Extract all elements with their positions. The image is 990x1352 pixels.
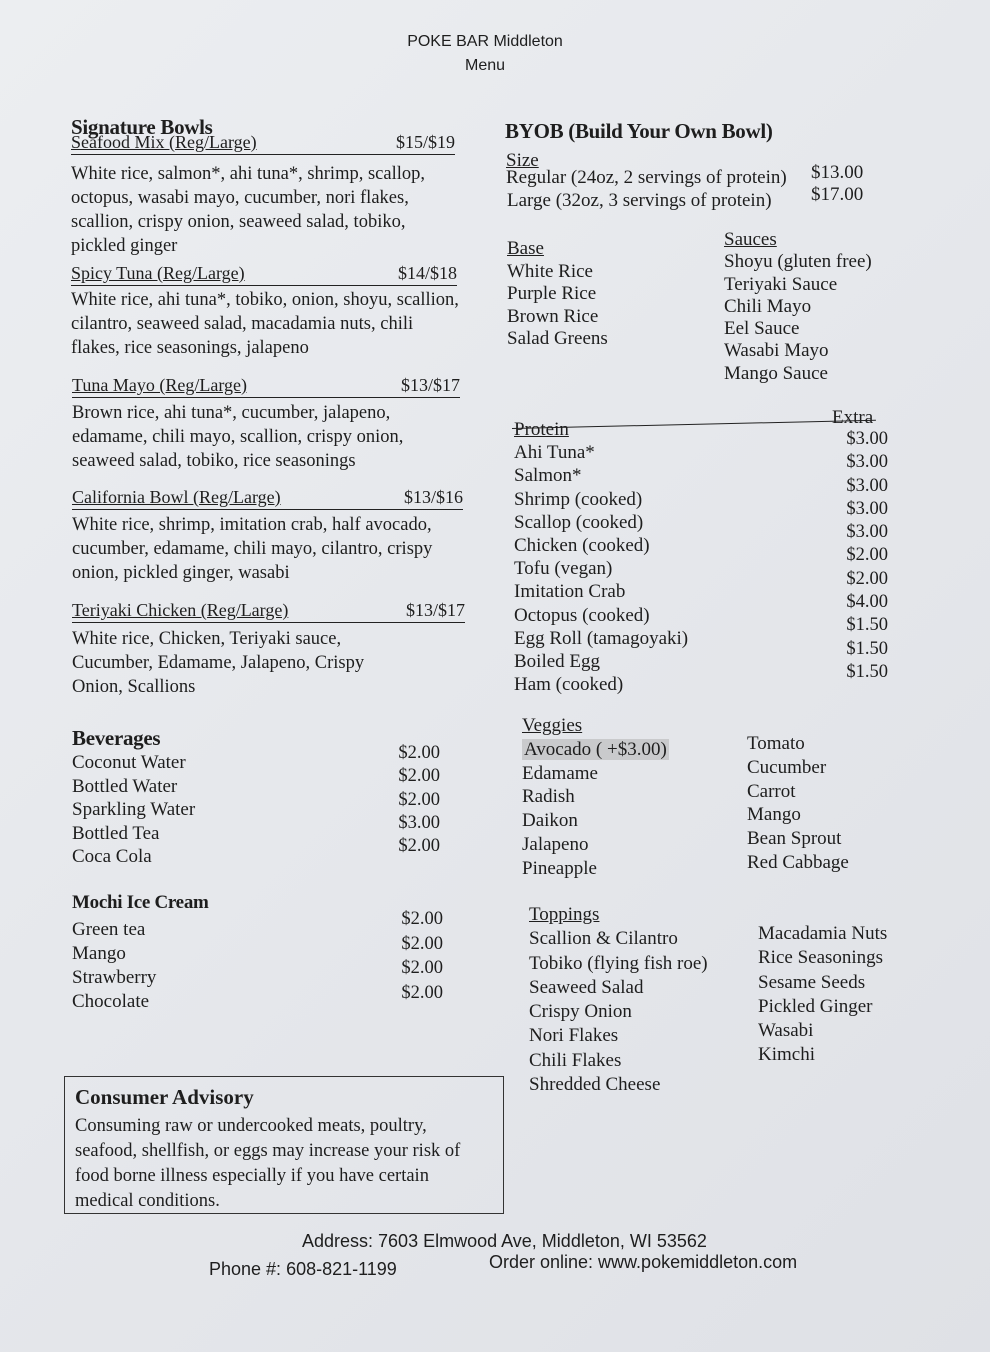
- bowl-price: $14/$18: [397, 263, 457, 283]
- veggie-item: Edamame: [522, 762, 598, 784]
- sauce-item: Teriyaki Sauce: [724, 273, 838, 295]
- bowl-price: $13/$17: [405, 600, 465, 620]
- veggie-item: Radish: [522, 786, 575, 808]
- topping-item: Shredded Cheese: [529, 1074, 661, 1096]
- base-item: Brown Rice: [507, 305, 599, 327]
- bowl-header-spicy-tuna: [71, 263, 457, 286]
- protein-price: $3.00: [846, 498, 888, 519]
- phone-text: Phone #: 608-821-1199: [209, 1259, 397, 1279]
- topping-item: Pickled Ginger: [758, 995, 873, 1017]
- mochi-price: $2.00: [401, 982, 443, 1003]
- signature-bowls-title: Signature Bowls: [71, 115, 213, 139]
- protein-prices: [818, 428, 888, 684]
- protein-price: $1.50: [846, 638, 888, 659]
- topping-item: Rice Seasonings: [758, 947, 884, 969]
- sauce-item: Shoyu (gluten free): [724, 251, 872, 273]
- toppings-list-right: [758, 922, 887, 1068]
- bowl-description: White rice, shrimp, imitation crab, half avocado, cucumber, edamame, chili mayo, cilantro, crispy onion, pickled ginger, wasabi: [72, 515, 433, 583]
- size-label: Size: [506, 150, 539, 171]
- protein-item: Chicken (cooked): [514, 535, 650, 557]
- bowl-price: $13/$16: [403, 487, 463, 507]
- bowl-description: White rice, Chicken, Teriyaki sauce, Cucumber, Edamame, Jalapeno, Crispy Onion, Scallions: [72, 629, 365, 697]
- beverages-title: Beverages: [72, 726, 161, 750]
- base-label: Base: [507, 238, 544, 259]
- protein-item: Ahi Tuna*: [514, 442, 595, 464]
- topping-item: Wasabi: [758, 1020, 814, 1042]
- protein-item: Tofu (vegan): [514, 558, 613, 580]
- bowl-name: Spicy Tuna (Reg/Large): [71, 263, 245, 283]
- sauce-item: Mango Sauce: [724, 362, 828, 384]
- topping-item: Kimchi: [758, 1044, 815, 1066]
- veggie-item: Bean Sprout: [747, 828, 842, 850]
- beverage-item: Bottled Tea: [72, 822, 160, 844]
- byob-title: BYOB (Build Your Own Bowl): [505, 119, 773, 143]
- beverage-prices: [380, 742, 440, 858]
- veggies-list-right: [747, 732, 849, 875]
- advisory-line: medical conditions.: [75, 1191, 220, 1211]
- size-regular: Regular (24oz, 2 servings of protein): [506, 167, 787, 188]
- sauces-list: [724, 229, 872, 385]
- sauce-item: Eel Sauce: [724, 318, 800, 340]
- bowl-price: $15/$19: [395, 132, 455, 152]
- order-online-link[interactable]: Order online: www.pokemiddleton.com: [489, 1252, 798, 1272]
- bowl-name: Seafood Mix (Reg/Large): [71, 132, 257, 152]
- protein-item: Salmon*: [514, 465, 582, 487]
- protein-item: Boiled Egg: [514, 651, 601, 673]
- mochi-item: Chocolate: [72, 991, 150, 1012]
- topping-item: Tobiko (flying fish roe): [529, 952, 708, 974]
- base-item: Purple Rice: [507, 283, 597, 304]
- mochi-price: $2.00: [401, 958, 443, 978]
- mochi-item: Mango: [72, 943, 126, 964]
- protein-item: Egg Roll (tamagoyaki): [514, 627, 689, 649]
- bowl-header-tuna-mayo: [72, 375, 460, 398]
- topping-item: Nori Flakes: [529, 1025, 619, 1047]
- veggie-item-avocado: Avocado ( +$3.00): [524, 738, 667, 760]
- bowl-name: Teriyaki Chicken (Reg/Large): [72, 600, 289, 620]
- veggie-item: Mango: [747, 804, 801, 826]
- toppings-label: Toppings: [529, 904, 600, 925]
- protein-label: Protein: [514, 419, 569, 440]
- bowl-price: $13/$17: [400, 375, 460, 395]
- protein-price: $3.00: [846, 475, 888, 496]
- size-regular-price: $13.00: [811, 162, 864, 183]
- advisory-line: food borne illness especially if you have certain: [75, 1166, 429, 1186]
- extra-label: Extra: [832, 407, 874, 428]
- protein-item: Octopus (cooked): [514, 604, 650, 626]
- toppings-list-left: [529, 903, 708, 1097]
- beverage-price: $3.00: [398, 812, 440, 833]
- protein-price: $2.00: [846, 568, 888, 589]
- sauce-item: Wasabi Mayo: [724, 340, 829, 362]
- mochi-price: $2.00: [401, 933, 443, 954]
- restaurant-name: POKE BAR Middleton: [407, 33, 563, 50]
- veggie-item: Cucumber: [747, 756, 827, 778]
- protein-item: Scallop (cooked): [514, 511, 644, 533]
- bowl-name: Tuna Mayo (Reg/Large): [72, 375, 247, 395]
- advisory-title: Consumer Advisory: [75, 1085, 254, 1109]
- mochi-price: $2.00: [401, 909, 443, 929]
- protein-item: Shrimp (cooked): [514, 488, 643, 510]
- veggie-item: Daikon: [522, 810, 578, 832]
- topping-item: Macadamia Nuts: [758, 923, 888, 944]
- base-list: [507, 238, 608, 351]
- beverage-price: $2.00: [398, 836, 440, 857]
- beverage-price: $2.00: [398, 789, 440, 810]
- beverage-item: Sparkling Water: [72, 799, 196, 820]
- advisory-text: [75, 1114, 493, 1214]
- veggie-item: Jalapeno: [522, 833, 589, 855]
- bowl-header-california-bowl: [72, 487, 463, 510]
- protein-price: $3.00: [846, 452, 888, 473]
- beverage-item: Coconut Water: [72, 752, 186, 773]
- protein-item: Ham (cooked): [514, 674, 624, 696]
- advisory-line: seafood, shellfish, or eggs may increase your risk of: [75, 1141, 461, 1161]
- menu-label: Menu: [464, 57, 506, 74]
- veggies-list-left: [522, 714, 669, 881]
- base-item: White Rice: [507, 260, 593, 282]
- veggie-item: Pineapple: [522, 857, 597, 879]
- size-large-price: $17.00: [811, 184, 864, 205]
- protein-price: $4.00: [846, 592, 888, 613]
- size-large: Large (32oz, 3 servings of protein): [507, 190, 772, 211]
- bowl-description: Brown rice, ahi tuna*, cucumber, jalapeno, edamame, chili mayo, scallion, crispy onion, seaweed salad, tobiko, rice seasonings: [72, 403, 404, 471]
- mochi-item: Strawberry: [72, 967, 157, 988]
- sauces-label: Sauces: [724, 229, 777, 250]
- consumer-advisory-box: [64, 1076, 504, 1214]
- veggie-item: Tomato: [747, 733, 805, 754]
- bowl-description: White rice, ahi tuna*, tobiko, onion, shoyu, scallion, cilantro, seaweed salad, macadamia nuts, chili flakes, rice seasonings, jalapeno: [71, 290, 459, 358]
- topping-item: Scallion & Cilantro: [529, 928, 678, 950]
- protein-price: $3.00: [846, 429, 888, 449]
- beverages-list: [72, 751, 195, 869]
- protein-price: $1.50: [846, 615, 888, 636]
- sauce-item: Chili Mayo: [724, 295, 812, 317]
- protein-item: Imitation Crab: [514, 581, 626, 603]
- base-item: Salad Greens: [507, 328, 608, 349]
- mochi-item: Green tea: [72, 919, 146, 940]
- topping-item: Crispy Onion: [529, 1001, 632, 1023]
- bowl-header-teriyaki-chicken: [72, 600, 465, 623]
- topping-item: Chili Flakes: [529, 1049, 622, 1071]
- beverage-price: $2.00: [398, 766, 440, 787]
- mochi-prices: [383, 907, 443, 1005]
- mochi-title: Mochi Ice Cream: [72, 892, 209, 913]
- beverage-item: Coca Cola: [72, 846, 152, 867]
- bowl-header-seafood-mix: [71, 132, 455, 155]
- protein-list: [514, 418, 688, 696]
- protein-price: $2.00: [846, 545, 888, 566]
- protein-price: $1.50: [846, 661, 888, 682]
- advisory-line: Consuming raw or undercooked meats, poultry,: [75, 1116, 427, 1136]
- veggies-label: Veggies: [522, 715, 583, 736]
- veggie-item: Carrot: [747, 780, 796, 802]
- protein-price: $3.00: [846, 522, 888, 543]
- bowl-name: California Bowl (Reg/Large): [72, 487, 281, 507]
- beverage-item: Bottled Water: [72, 775, 178, 797]
- veggie-item: Red Cabbage: [747, 851, 849, 873]
- topping-item: Sesame Seeds: [758, 971, 866, 993]
- topping-item: Seaweed Salad: [529, 976, 644, 998]
- address-text: Address: 7603 Elmwood Ave, Middleton, WI 53562: [302, 1231, 707, 1251]
- bowl-description: White rice, salmon*, ahi tuna*, shrimp, scallop, octopus, wasabi mayo, cucumber, nori flakes, scallion, crispy onion, seaweed salad, tobiko, pickled ginger: [71, 164, 425, 256]
- beverage-price: $2.00: [398, 743, 440, 763]
- mochi-list: [72, 918, 156, 1014]
